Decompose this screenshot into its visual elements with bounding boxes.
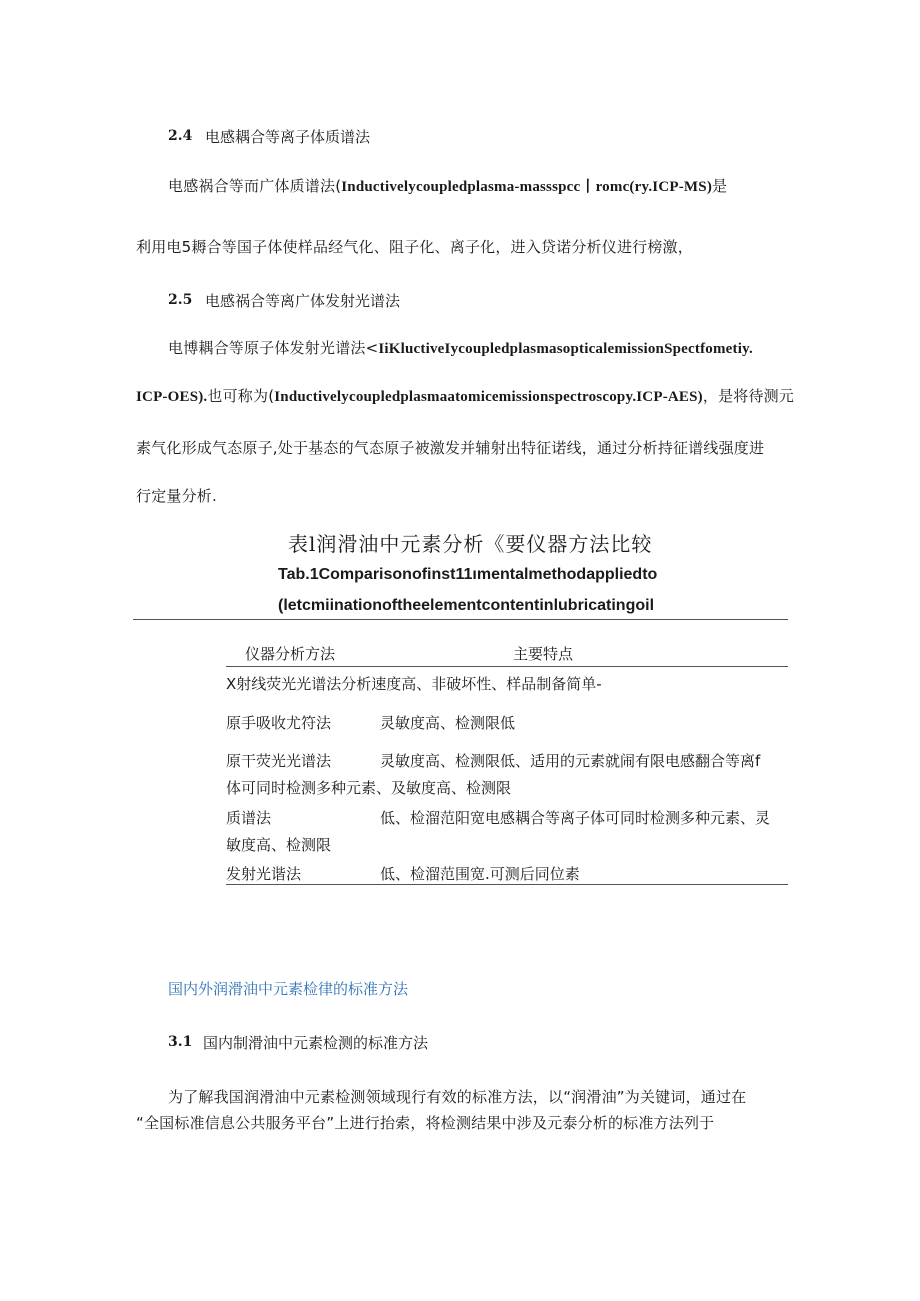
text: 是 <box>712 177 728 195</box>
paragraph-2-4-line-1 <box>168 175 727 196</box>
paragraph-3-1-line-2: “全国标准信息公共服务平台”上进行抬索，将检测结果中涉及元泰分析的标准方法列于 <box>136 1114 715 1132</box>
section-3-1-number: 3.1 <box>168 1034 193 1050</box>
table-row-3-method: 原干荧光光谱法 <box>226 752 332 770</box>
table-header-method: 仪器分析方法 <box>245 645 336 663</box>
table-row-3-features-cont: 体可同时检测多种元素、及敏度高、检测限 <box>226 779 512 797</box>
table-caption-en-1: Tab.1Comparisonofinst11ımentalmethodappliedto <box>278 566 658 583</box>
text: ，是将待测元 <box>702 387 795 405</box>
table-row-3-features: 灵敏度高、检测限低、适用的元素就闹有限电感翻合等离f <box>380 752 761 770</box>
table-row-5-features: 低、检溜范围宽.可测后同位素 <box>380 865 580 883</box>
text-latin: Inductivelycoupledplasma-massspcc丨romc(ry.ICP-MS) <box>341 179 713 195</box>
section-3-title: 国内外润滑油中元素检律的标准方法 <box>168 980 409 998</box>
section-2-5-title: 电感祸合等离广体发射光谱法 <box>205 292 401 310</box>
table-caption-cn: 表l润滑油中元素分析《要仪器方法比较 <box>288 532 653 556</box>
table-bottom-rule <box>226 884 788 885</box>
paragraph-2-5-line-3: 素气化形成气态原子,处于基态的气态原子被激发并辅射出特征诺线，通过分析持征谱线强度进 <box>136 439 765 457</box>
table-header-rule <box>226 666 788 667</box>
table-row-1-text: X射线荧光光谱法分析速度高、非破坏性、样品制备简单- <box>226 675 602 693</box>
table-row-4-features-cont: 敏度高、检测限 <box>226 836 332 854</box>
table-header-features: 主要特点 <box>513 645 574 663</box>
paragraph-3-1-line-1: 为了解我国润滑油中元素检测领域现行有效的标准方法，以“润滑油”为关键词，通过在 <box>168 1088 747 1106</box>
table-row-4-features: 低、检溜范阳宽电感耦合等离子体可同时检测多种元素、灵 <box>380 809 771 827</box>
table-row-2-features: 灵敏度高、检测限低 <box>380 714 516 732</box>
paragraph-2-5-line-1 <box>168 337 753 358</box>
text: 电博耦合等原子体发射光谱法< <box>168 339 379 357</box>
section-3-1-title: 国内制滑油中元素检测的标准方法 <box>203 1034 429 1052</box>
table-row-2-method: 原手吸收尤符法 <box>226 714 332 732</box>
text: 电感祸合等而广体质谱法( <box>168 177 342 195</box>
paragraph-2-4-line-2: 利用电5耨合等国子体使样品经气化、阻子化、离子化，进入贷诺分析仪进行榜激， <box>136 238 693 256</box>
text-latin: IiKluctiveIycoupledplasmasopticalemissionSpectfometiy. <box>378 341 753 357</box>
table-caption-en-2: (letcmiinationoftheelementcontentinlubricatingoil <box>278 597 655 614</box>
text: 也可称为( <box>207 387 275 405</box>
paragraph-2-5-line-2 <box>136 385 794 406</box>
table-row-5-method: 发射光谐法 <box>226 865 302 883</box>
section-2-4-title: 电感耦合等离子体质谱法 <box>205 128 371 146</box>
table-top-rule <box>133 619 788 620</box>
paragraph-2-5-line-4: 行定量分析. <box>136 487 217 505</box>
section-2-5-number: 2.5 <box>168 292 193 308</box>
text-latin: Inductivelycoupledplasmaatomicemissionspectroscopy.ICP-AES) <box>274 389 703 405</box>
section-2-4-number: 2.4 <box>168 128 193 144</box>
text-latin: ICP-OES). <box>136 389 208 405</box>
table-row-4-method: 质谱法 <box>226 809 272 827</box>
